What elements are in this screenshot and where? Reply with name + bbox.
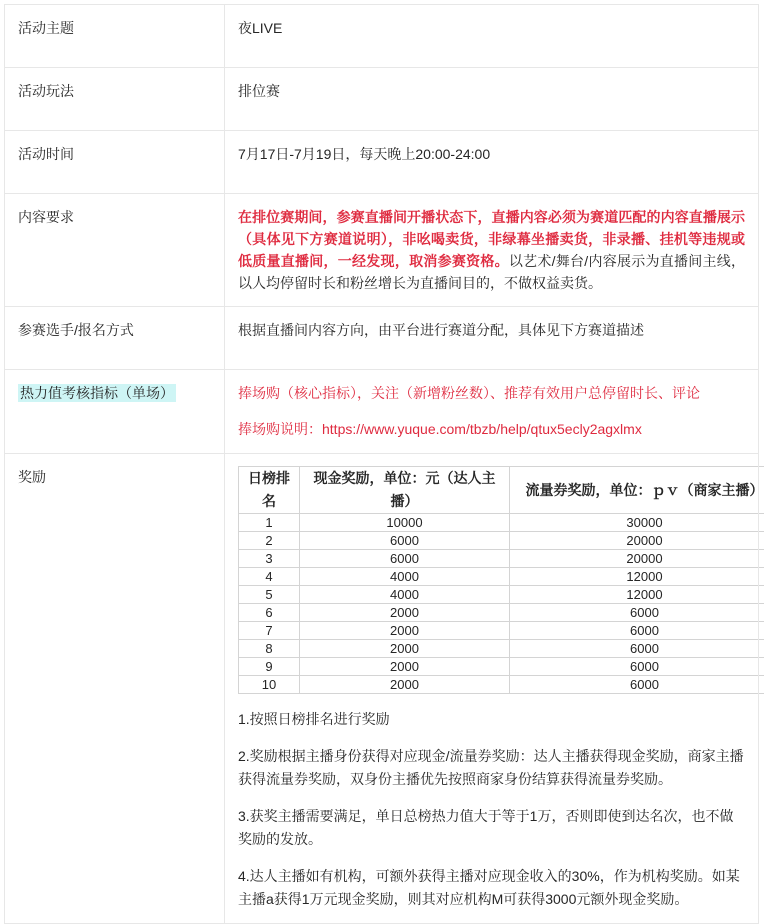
reward-table-cell: 8 <box>239 640 300 658</box>
reward-table-row <box>239 514 764 532</box>
reward-table-cell: 6000 <box>300 532 510 550</box>
row-content-requirements <box>5 194 759 307</box>
reward-table-cell: 6000 <box>510 640 764 658</box>
heat-metrics-line1: 捧场购（核心指标），关注（新增粉丝数）、推荐有效用户总停留时长、评论 <box>238 382 745 405</box>
reward-table-cell: 2000 <box>300 622 510 640</box>
reward-table-cell: 1 <box>239 514 300 532</box>
activity-play-value: 排位赛 <box>225 68 759 131</box>
content-requirements-label: 内容要求 <box>5 194 225 307</box>
reward-table-cell: 6000 <box>300 550 510 568</box>
reward-table-cell: 2000 <box>300 640 510 658</box>
reward-table-row <box>239 640 764 658</box>
reward-table-cell: 20000 <box>510 550 764 568</box>
rewards-value <box>225 454 759 924</box>
content-requirements-value <box>225 194 759 307</box>
rewards-label: 奖励 <box>5 454 225 924</box>
reward-table-row <box>239 586 764 604</box>
activity-theme-label: 活动主题 <box>5 5 225 68</box>
reward-note-4: 4.达人主播如有机构，可额外获得主播对应现金收入的30%，作为机构奖励。如某主播a获得1万元现金奖励，则其对应机构M可获得3000元额外现金奖励。 <box>238 865 745 911</box>
reward-table-cell: 6000 <box>510 604 764 622</box>
reward-table-cell: 2000 <box>300 604 510 622</box>
reward-table-row <box>239 622 764 640</box>
reward-table-cell: 6000 <box>510 676 764 694</box>
participants-value: 根据直播间内容方向，由平台进行赛道分配，具体见下方赛道描述 <box>225 307 759 370</box>
row-activity-time <box>5 131 759 194</box>
reward-table-cell: 12000 <box>510 586 764 604</box>
reward-table-cell: 30000 <box>510 514 764 532</box>
reward-table-cell: 6000 <box>510 622 764 640</box>
reward-table-row <box>239 550 764 568</box>
reward-table-row <box>239 568 764 586</box>
reward-table-cell: 5 <box>239 586 300 604</box>
activity-time-label: 活动时间 <box>5 131 225 194</box>
reward-table-cell: 12000 <box>510 568 764 586</box>
reward-table-cell: 7 <box>239 622 300 640</box>
reward-table-cell: 4000 <box>300 568 510 586</box>
activity-theme-value: 夜LIVE <box>225 5 759 68</box>
reward-note-2: 2.奖励根据主播身份获得对应现金/流量券奖励：达人主播获得现金奖励，商家主播获得流量券奖励，双身份主播优先按照商家身份结算获得流量券奖励。 <box>238 745 745 791</box>
reward-table-row <box>239 676 764 694</box>
reward-table-cell: 2 <box>239 532 300 550</box>
reward-table-body <box>239 514 764 694</box>
heat-metrics-line2-prefix: 捧场购说明： <box>238 421 322 437</box>
yuque-help-link[interactable]: https://www.yuque.com/tbzb/help/qtux5ecly2agxlmx <box>322 421 642 437</box>
content-requirements-normal-text: 以艺术/舞台/内容展示为直播间主线，以人均停留时长和粉丝增长为直播间目的，不做权益卖货。 <box>238 253 745 291</box>
heat-metrics-line2 <box>238 418 745 441</box>
reward-note-3: 3.获奖主播需要满足，单日总榜热力值大于等于1万，否则即使到达名次，也不做奖励的发放。 <box>238 805 745 851</box>
reward-note-1: 1.按照日榜排名进行奖励 <box>238 708 745 731</box>
heat-metrics-label <box>5 370 225 454</box>
row-rewards <box>5 454 759 924</box>
reward-table-cell: 2000 <box>300 676 510 694</box>
reward-table-row <box>239 604 764 622</box>
reward-table-cell: 4 <box>239 568 300 586</box>
reward-table-cell: 3 <box>239 550 300 568</box>
reward-table-header-row <box>239 467 764 514</box>
reward-rank-table <box>238 466 764 694</box>
reward-table-row <box>239 658 764 676</box>
row-participants <box>5 307 759 370</box>
reward-header-pv: 流量券奖励，单位：ｐｖ（商家主播） <box>510 467 764 514</box>
reward-table-cell: 10000 <box>300 514 510 532</box>
reward-table-cell: 2000 <box>300 658 510 676</box>
reward-table-cell: 6000 <box>510 658 764 676</box>
reward-header-cash: 现金奖励，单位：元（达人主播） <box>300 467 510 514</box>
reward-table-cell: 6 <box>239 604 300 622</box>
reward-table-cell: 4000 <box>300 586 510 604</box>
row-heat-metrics <box>5 370 759 454</box>
reward-header-rank: 日榜排名 <box>239 467 300 514</box>
reward-notes <box>238 708 745 911</box>
row-activity-theme <box>5 5 759 68</box>
participants-label: 参赛选手/报名方式 <box>5 307 225 370</box>
row-activity-play <box>5 68 759 131</box>
reward-table-cell: 10 <box>239 676 300 694</box>
activity-time-value: 7月17日-7月19日，每天晚上20:00-24:00 <box>225 131 759 194</box>
reward-table-row <box>239 532 764 550</box>
reward-table-cell: 20000 <box>510 532 764 550</box>
content-requirements-warning-text: 在排位赛期间，参赛直播间开播状态下，直播内容必须为赛道匹配的内容直播展示（具体见下方赛道说明），非吆喝卖货，非绿幕坐播卖货，非录播、挂机等违规或低质量直播间，一经发现，取消参赛资格。 <box>238 209 745 269</box>
activity-info-table <box>4 4 759 924</box>
reward-table-cell: 9 <box>239 658 300 676</box>
heat-metrics-value <box>225 370 759 454</box>
heat-metrics-highlight: 热力值考核指标（单场） <box>18 384 176 402</box>
activity-play-label: 活动玩法 <box>5 68 225 131</box>
